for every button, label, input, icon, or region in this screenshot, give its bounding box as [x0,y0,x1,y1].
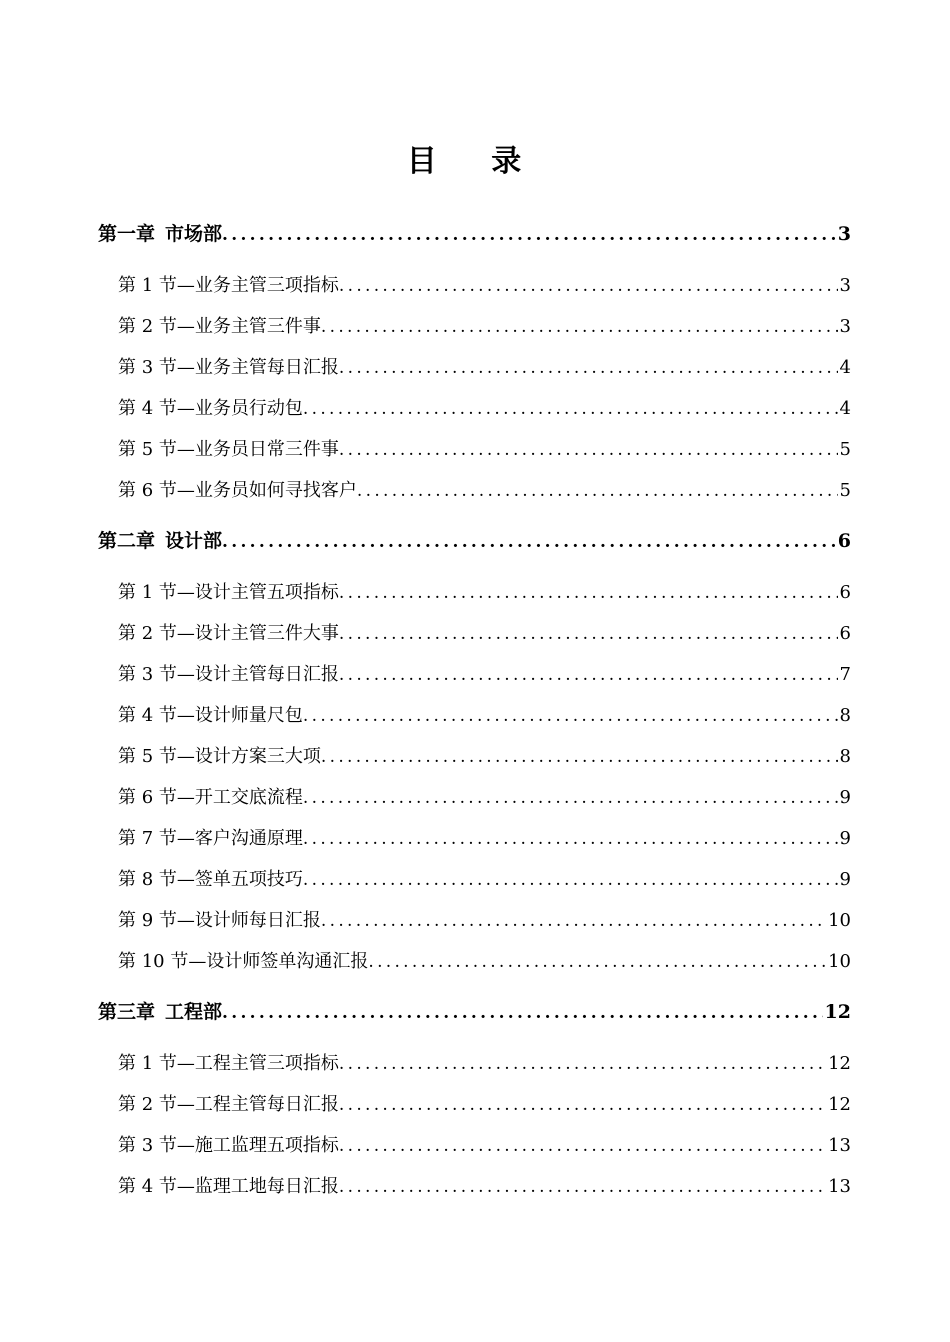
toc-page-number: 6 [839,582,851,603]
dot-leader [222,215,836,255]
toc-page-number: 10 [828,910,851,931]
toc-section[interactable] [98,777,851,818]
toc-chapter-label [98,521,222,562]
dot-leader [339,348,838,388]
toc-page-number: 9 [839,787,851,808]
toc-page-number: 6 [837,530,851,552]
dot-leader [339,1167,826,1207]
toc-section[interactable] [98,941,851,982]
toc-section-label: 第 3 节—业务主管每日汇报 [118,357,339,378]
dot-leader [303,778,838,818]
chapter-name: 工程部 [165,1001,223,1023]
chapter-number: 第一章 [98,223,156,245]
dot-leader [303,819,838,859]
toc-page-number: 9 [839,869,851,890]
toc-section[interactable] [98,306,851,347]
toc-page-number: 12 [828,1094,851,1115]
toc-section-label: 第 1 节—工程主管三项指标 [118,1053,339,1074]
dot-leader [339,1085,826,1125]
toc-page-number: 12 [824,1001,851,1023]
toc-section-label: 第 3 节—设计主管每日汇报 [118,664,339,685]
toc-section-label: 第 3 节—施工监理五项指标 [118,1135,339,1156]
toc-page-number: 13 [828,1135,851,1156]
toc-section-label: 第 8 节—签单五项技巧 [118,869,303,890]
toc-section-label: 第 1 节—设计主管五项指标 [118,582,339,603]
chapter-name: 设计部 [165,530,223,552]
toc-chapter-3[interactable] [98,992,851,1033]
page-title: 目 录 [406,144,544,179]
toc-page-number: 13 [828,1176,851,1197]
dot-leader [339,266,838,306]
toc-section[interactable] [98,695,851,736]
toc-page-number: 3 [839,275,851,296]
toc-section-label: 第 9 节—设计师每日汇报 [118,910,321,931]
dot-leader [339,430,838,470]
dot-leader [321,901,826,941]
toc-section[interactable] [98,265,851,306]
dot-leader [303,389,838,429]
toc-section[interactable] [98,347,851,388]
dot-leader [357,471,838,511]
toc-page-number: 10 [828,951,851,972]
toc-section[interactable] [98,470,851,511]
chapter-name: 市场部 [165,223,223,245]
toc-page-number: 5 [839,480,851,501]
toc-section-label: 第 5 节—业务员日常三件事 [118,439,339,460]
toc-page-number: 4 [839,357,851,378]
dot-leader [222,993,823,1033]
toc-section-label: 第 2 节—工程主管每日汇报 [118,1094,339,1115]
toc-section-label: 第 4 节—业务员行动包 [118,398,303,419]
toc-page-number: 9 [839,828,851,849]
toc-section[interactable] [98,900,851,941]
toc-section[interactable] [98,1084,851,1125]
toc-page-number: 12 [828,1053,851,1074]
toc-chapter-1[interactable] [98,214,851,255]
toc-section-label: 第 10 节—设计师签单沟通汇报 [118,951,369,972]
toc-section-label: 第 6 节—开工交底流程 [118,787,303,808]
toc-section[interactable] [98,1166,851,1207]
dot-leader [303,696,838,736]
toc-chapter-2[interactable] [98,521,851,562]
dot-leader [339,573,838,613]
chapter-number: 第三章 [98,1001,156,1023]
toc-page-number: 5 [839,439,851,460]
dot-leader [368,942,826,982]
toc-section[interactable] [98,654,851,695]
toc-page-number: 4 [839,398,851,419]
dot-leader [339,655,838,695]
toc-section-label: 第 2 节—设计主管三件大事 [118,623,339,644]
dot-leader [339,1044,826,1084]
toc-section[interactable] [98,859,851,900]
dot-leader [303,860,838,900]
toc-section[interactable] [98,1043,851,1084]
toc-page-number: 8 [839,705,851,726]
toc-section-label: 第 4 节—监理工地每日汇报 [118,1176,339,1197]
toc-section-label: 第 4 节—设计师量尺包 [118,705,303,726]
toc-section[interactable] [98,736,851,777]
toc-section[interactable] [98,1125,851,1166]
toc-page-number: 3 [839,316,851,337]
toc-chapter-label [98,992,222,1033]
toc-section-label: 第 7 节—客户沟通原理 [118,828,303,849]
dot-leader [321,307,838,347]
toc-page-number: 3 [837,223,851,245]
toc-section-label: 第 2 节—业务主管三件事 [118,316,321,337]
chapter-number: 第二章 [98,530,156,552]
dot-leader [339,1126,826,1166]
toc-page-number: 8 [839,746,851,767]
toc-section[interactable] [98,818,851,859]
dot-leader [339,614,838,654]
toc-section-label: 第 6 节—业务员如何寻找客户 [118,480,357,501]
toc-page-number: 7 [839,664,851,685]
dot-leader [222,522,836,562]
toc-section[interactable] [98,388,851,429]
table-of-contents [98,214,851,1207]
toc-section-label: 第 5 节—设计方案三大项 [118,746,321,767]
toc-chapter-label [98,214,222,255]
dot-leader [321,737,838,777]
toc-section-label: 第 1 节—业务主管三项指标 [118,275,339,296]
toc-section[interactable] [98,429,851,470]
toc-section[interactable] [98,572,851,613]
toc-section[interactable] [98,613,851,654]
toc-page-number: 6 [839,623,851,644]
